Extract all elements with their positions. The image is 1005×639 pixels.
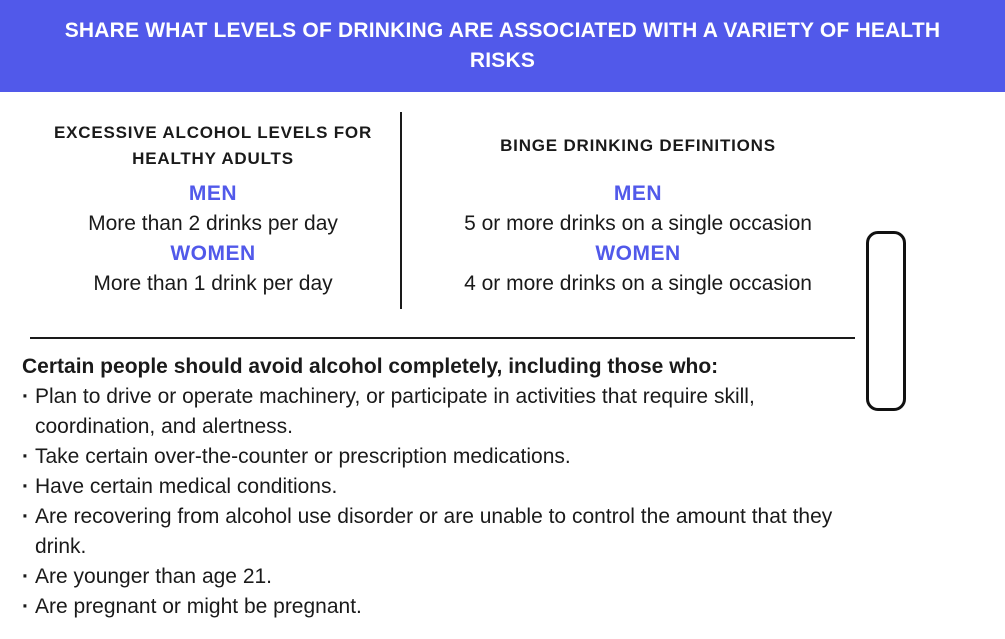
avoid-alcohol-list bbox=[22, 382, 862, 622]
excessive-women-label: WOMEN bbox=[170, 242, 256, 265]
list-item: · Take certain over-the-counter or prescription medications. bbox=[22, 442, 862, 472]
list-item: · Have certain medical conditions. bbox=[22, 472, 862, 502]
avoid-alcohol-heading: Certain people should avoid alcohol completely, including those who: bbox=[22, 355, 719, 378]
binge-men-label: MEN bbox=[613, 182, 663, 205]
binge-women-value: 4 or more drinks on a single occasion bbox=[464, 272, 812, 295]
excessive-women-value: More than 1 drink per day bbox=[93, 272, 333, 295]
excessive-men-label: MEN bbox=[188, 182, 238, 205]
list-item: · Are recovering from alcohol use disorder or are unable to control the amount that they drink. bbox=[22, 502, 862, 562]
section-divider bbox=[30, 337, 855, 339]
column-divider bbox=[400, 112, 402, 309]
binge-women-label: WOMEN bbox=[595, 242, 681, 265]
page-title: SHARE WHAT LEVELS OF DRINKING ARE ASSOCIATED WITH A VARIETY OF HEALTH RISKS bbox=[64, 19, 941, 72]
excessive-alcohol-title: EXCESSIVE ALCOHOL LEVELS FOR HEALTHY ADULTS bbox=[53, 123, 373, 168]
excessive-men-value: More than 2 drinks per day bbox=[88, 212, 338, 235]
page-header bbox=[0, 0, 1005, 92]
avoid-alcohol-section bbox=[22, 352, 862, 622]
list-item: · Plan to drive or operate machinery, or participate in activities that require skill, coordination, and alertness. bbox=[22, 382, 862, 442]
excessive-alcohol-section bbox=[25, 117, 401, 299]
binge-men-value: 5 or more drinks on a single occasion bbox=[464, 212, 812, 235]
scrollbar-thumb[interactable] bbox=[866, 231, 906, 411]
list-item: · Are pregnant or might be pregnant. bbox=[22, 592, 862, 622]
binge-drinking-title: BINGE DRINKING DEFINITIONS bbox=[500, 136, 776, 155]
list-item: · Are younger than age 21. bbox=[22, 562, 862, 592]
binge-drinking-section bbox=[403, 117, 873, 299]
